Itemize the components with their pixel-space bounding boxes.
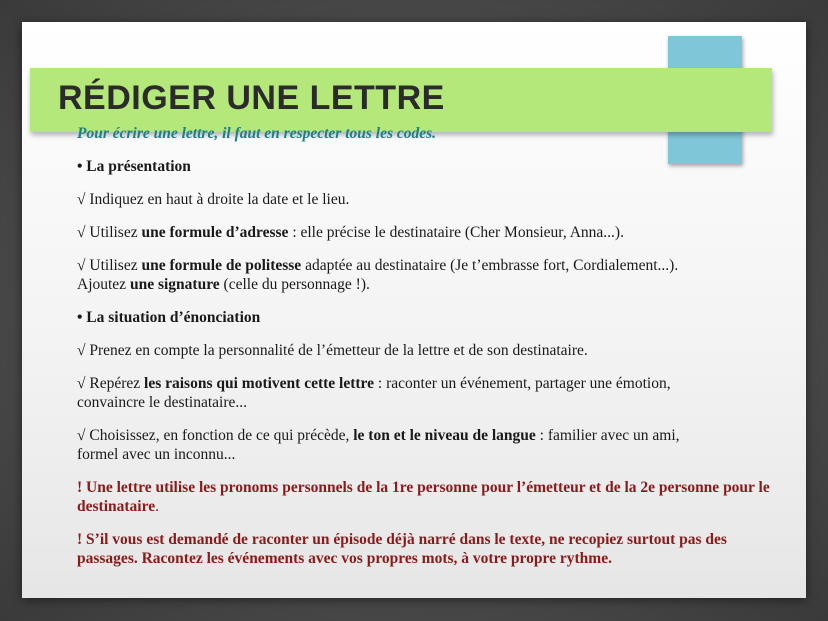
- section-heading-enonciation: • La situation d’énonciation: [77, 309, 261, 326]
- item-raisons: √ Repérez les raisons qui motivent cette lettre : raconter un événement, partager une émotion, convaincre le destinataire...: [77, 375, 671, 411]
- slide-content: [77, 124, 777, 582]
- section-heading-presentation: • La présentation: [77, 158, 191, 175]
- title-band: [30, 68, 772, 132]
- item-ton-niveau: √ Choisissez, en fonction de ce qui précède, le ton et le niveau de langue : familier avec un ami, formel avec un inconnu...: [77, 427, 680, 463]
- warning-pronoms: ! Une lettre utilise les pronoms personnels de la 1re personne pour l’émetteur et de la 2e personne pour le destinataire.: [77, 479, 770, 515]
- item-formule-adresse: √ Utilisez une formule d’adresse : elle précise le destinataire (Cher Monsieur, Anna...).: [77, 224, 624, 241]
- slide-title: RÉDIGER UNE LETTRE: [58, 79, 445, 117]
- item-date-lieu: √ Indiquez en haut à droite la date et le lieu.: [77, 191, 350, 208]
- intro-text: Pour écrire une lettre, il faut en respecter tous les codes.: [77, 125, 437, 142]
- item-personnalite: √ Prenez en compte la personnalité de l’émetteur de la lettre et de son destinataire.: [77, 342, 588, 359]
- warning-recopier: ! S’il vous est demandé de raconter un épisode déjà narré dans le texte, ne recopiez surtout pas des passages. Racontez les événements avec vos propres mots, à votre propre rythme.: [77, 531, 727, 567]
- item-formule-politesse: √ Utilisez une formule de politesse adaptée au destinataire (Je t’embrasse fort, Cordialement...). Ajoutez une signature (celle du personnage !).: [77, 257, 679, 293]
